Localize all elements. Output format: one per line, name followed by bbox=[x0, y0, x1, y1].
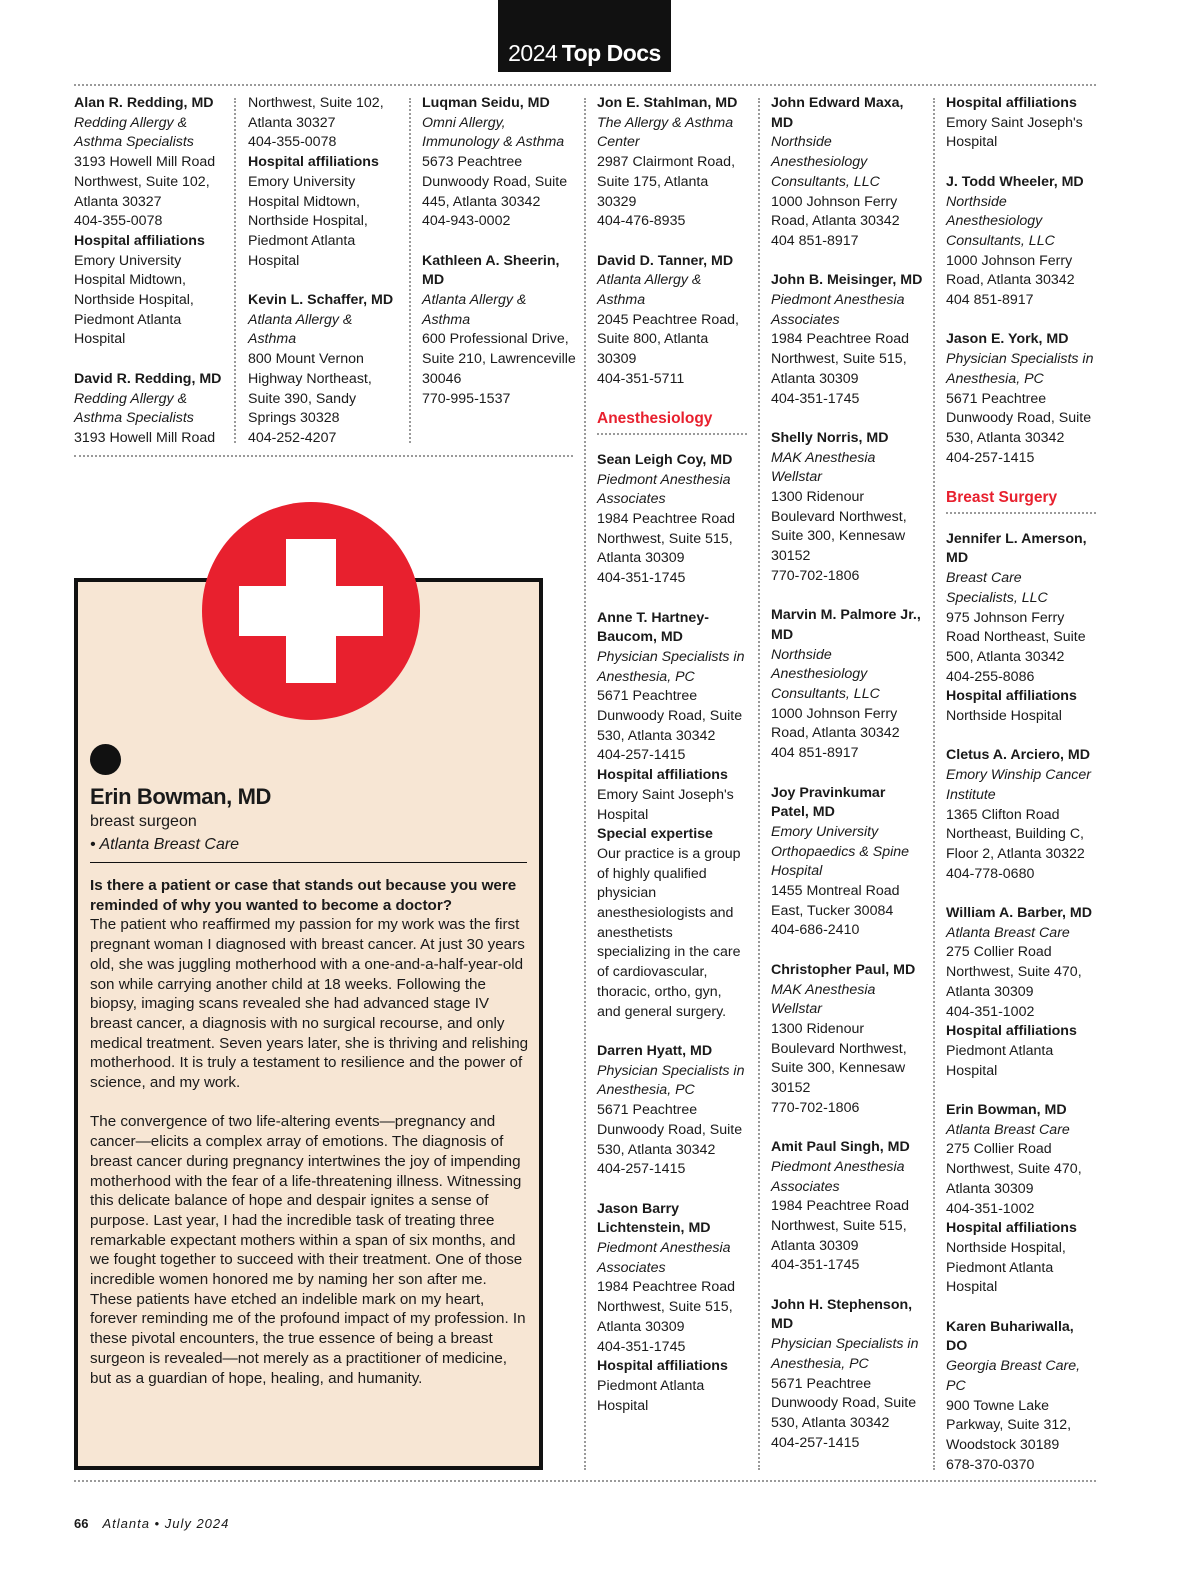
practice-name: Atlanta Allergy & Asthma bbox=[248, 311, 353, 348]
practice-name: MAK Anesthesia Wellstar bbox=[771, 449, 876, 486]
address: 1300 Ridenour Boulevard Northwest, Suite 300, Kennesaw 30152 bbox=[771, 1020, 907, 1097]
doctor-listing bbox=[74, 94, 226, 350]
phone-number: 404-476-8935 bbox=[597, 213, 686, 230]
doctor-listing bbox=[771, 429, 923, 587]
interview-answer-paragraph: The patient who reaffirmed my passion for my work was the first pregnant woman I diagnosed with breast cancer. At just 30 years old, she was juggling motherhood with a one-and-a-half-year-old son while carrying another child at 18 weeks. Following the biopsy, imaging scans revealed she had advanced stage IV breast cancer, a diagnosis with no surgical recourse, and only medical treatment. Seven years later, she is thriving and relishing motherhood. It is truly a testament to resilience and the power of science, and my work. bbox=[90, 916, 529, 1092]
doctor-listing bbox=[771, 606, 923, 764]
practice-name: Northside Anesthesiology Consultants, LLC bbox=[771, 134, 880, 190]
practice-name: Northside Anesthesiology Consultants, LLC bbox=[946, 193, 1055, 249]
affiliations-label: Hospital affiliations bbox=[946, 1023, 1077, 1040]
profile-practice: • Atlanta Breast Care bbox=[90, 836, 240, 853]
phone-number: 404-257-1415 bbox=[946, 449, 1035, 466]
affiliations-label: Hospital affiliations bbox=[946, 688, 1077, 705]
doctor-listing bbox=[946, 530, 1096, 727]
doctor-name: Joy Pravinkumar Patel, MD bbox=[771, 784, 886, 821]
doctor-name: Shelly Norris, MD bbox=[771, 429, 889, 446]
phone-number: 770-702-1806 bbox=[771, 1099, 860, 1116]
doctor-listing bbox=[422, 252, 577, 410]
doctor-listing bbox=[771, 784, 923, 942]
phone-number: 770-995-1537 bbox=[422, 390, 511, 407]
phone-number: 404-355-0078 bbox=[74, 213, 163, 230]
doctor-name: J. Todd Wheeler, MD bbox=[946, 173, 1084, 190]
practice-name: Physician Specialists in Anesthesia, PC bbox=[597, 648, 745, 685]
profile-rule bbox=[90, 862, 527, 863]
expertise-label: Special expertise bbox=[597, 826, 713, 843]
practice-name: Emory University Orthopaedics & Spine Hospital bbox=[771, 823, 910, 880]
address: 900 Towne Lake Parkway, Suite 312, Woodstock 30189 bbox=[946, 1397, 1072, 1453]
profile-name: Erin Bowman, MD bbox=[90, 784, 272, 809]
doctor-listing bbox=[248, 94, 400, 271]
practice-name: Piedmont Anesthesia Associates bbox=[597, 471, 731, 508]
address: 1000 Johnson Ferry Road, Atlanta 30342 bbox=[771, 193, 900, 230]
affiliations-label: Hospital affiliations bbox=[946, 95, 1077, 111]
doctor-name: Jon E. Stahlman, MD bbox=[597, 95, 738, 111]
address: 975 Johnson Ferry Road Northeast, Suite 500, Atlanta 30342 bbox=[946, 609, 1086, 665]
address: 1000 Johnson Ferry Road, Atlanta 30342 bbox=[946, 252, 1075, 289]
doctor-name: Luqman Seidu, MD bbox=[422, 95, 550, 111]
address: 1984 Peachtree Road Northwest, Suite 515, Atlanta 30309 bbox=[771, 331, 910, 387]
doctor-name: William A. Barber, MD bbox=[946, 905, 1092, 922]
doctor-listing bbox=[771, 271, 923, 409]
section-heading: Anesthesiology bbox=[597, 409, 747, 435]
doctor-name: John Edward Maxa, MD bbox=[771, 95, 904, 131]
doctor-listing bbox=[597, 252, 747, 390]
phone-number: 404 851-8917 bbox=[771, 745, 859, 762]
practice-name: Piedmont Anesthesia Associates bbox=[597, 1240, 731, 1276]
practice-name: Omni Allergy, Immunology & Asthma bbox=[422, 114, 565, 151]
doctor-listing bbox=[771, 94, 923, 252]
listing-column-2 bbox=[248, 94, 400, 468]
practice-name: Emory Winship Cancer Institute bbox=[946, 767, 1091, 803]
column-divider bbox=[584, 98, 586, 1470]
address: Northwest, Suite 102, Atlanta 30327 bbox=[248, 95, 384, 131]
phone-number: 404-686-2410 bbox=[771, 922, 860, 939]
practice-name: Northside Anesthesiology Consultants, LLC bbox=[771, 646, 880, 703]
address: 3193 Howell Mill Road bbox=[74, 429, 216, 446]
doctor-name: Marvin M. Palmore Jr., MD bbox=[771, 607, 921, 643]
doctor-name: Christopher Paul, MD bbox=[771, 961, 916, 978]
affiliations-label: Hospital affiliations bbox=[74, 232, 205, 249]
address: 1000 Johnson Ferry Road, Atlanta 30342 bbox=[771, 705, 900, 742]
header-year: 2024 bbox=[508, 40, 558, 66]
column-divider bbox=[758, 98, 760, 1470]
address: 3193 Howell Mill Road Northwest, Suite 102, Atlanta 30327 bbox=[74, 154, 216, 210]
doctor-listing bbox=[946, 904, 1096, 1081]
doctor-name: Jason E. York, MD bbox=[946, 331, 1069, 348]
affiliations-text: Emory University Hospital Midtown, Northside Hospital, Piedmont Atlanta Hospital bbox=[74, 252, 194, 348]
doctor-listing bbox=[946, 330, 1096, 468]
phone-number: 404-351-5711 bbox=[597, 370, 685, 387]
doctor-listing bbox=[946, 94, 1096, 153]
address: 275 Collier Road Northwest, Suite 470, Atlanta 30309 bbox=[946, 1141, 1082, 1197]
practice-name: Physician Specialists in Anesthesia, PC bbox=[771, 1336, 919, 1372]
practice-name: Redding Allergy & Asthma Specialists bbox=[74, 390, 194, 427]
practice-name: Redding Allergy & Asthma Specialists bbox=[74, 114, 194, 151]
doctor-name: Kevin L. Schaffer, MD bbox=[248, 292, 394, 309]
section-heading: Breast Surgery bbox=[946, 488, 1096, 514]
phone-number: 404-252-4207 bbox=[248, 429, 337, 446]
doctor-name: John H. Stephenson, MD bbox=[771, 1296, 913, 1333]
affiliations-label: Hospital affiliations bbox=[597, 1358, 728, 1375]
doctor-name: Jason Barry Lichtenstein, MD bbox=[597, 1200, 711, 1237]
doctor-listing bbox=[771, 1138, 923, 1276]
phone-number: 404 851-8917 bbox=[946, 292, 1034, 309]
affiliations-text: Northside Hospital bbox=[946, 708, 1062, 725]
practice-name: Piedmont Anesthesia Associates bbox=[771, 292, 905, 328]
practice-name: Atlanta Breast Care bbox=[946, 924, 1070, 941]
doctor-name: Jennifer L. Amerson, MD bbox=[946, 530, 1087, 567]
practice-name: Piedmont Anesthesia Associates bbox=[771, 1158, 905, 1195]
doctor-listing bbox=[946, 1318, 1096, 1476]
phone-number: 404-351-1745 bbox=[771, 390, 860, 407]
doctor-listing bbox=[946, 1101, 1096, 1298]
header-title: Top Docs bbox=[561, 40, 661, 66]
listing-column-5 bbox=[771, 94, 923, 1473]
address: 800 Mount Vernon Highway Northeast, Suite 390, Sandy Springs 30328 bbox=[248, 351, 372, 427]
phone-number: 404-255-8086 bbox=[946, 668, 1035, 685]
address: 1455 Montreal Road East, Tucker 30084 bbox=[771, 883, 900, 919]
doctor-name: John B. Meisinger, MD bbox=[771, 272, 923, 289]
doctor-name: Karen Buhariwalla, DO bbox=[946, 1318, 1074, 1355]
doctor-listing bbox=[597, 1200, 747, 1417]
address: 600 Professional Drive, Suite 210, Lawrenceville 30046 bbox=[422, 331, 576, 387]
doctor-listing bbox=[946, 173, 1096, 311]
affiliations-text: Piedmont Atlanta Hospital bbox=[946, 1042, 1054, 1079]
phone-number: 404-257-1415 bbox=[597, 1161, 686, 1178]
doctor-listing bbox=[74, 370, 226, 449]
practice-name: The Allergy & Asthma Center bbox=[597, 114, 734, 151]
phone-number: 678-370-0370 bbox=[946, 1456, 1035, 1473]
doctor-listing bbox=[597, 451, 747, 589]
page-footer bbox=[74, 1516, 229, 1531]
affiliations-text: Emory University Hospital Midtown, Northside Hospital, Piedmont Atlanta Hospital bbox=[248, 173, 368, 269]
doctor-name: David R. Redding, MD bbox=[74, 370, 222, 387]
interview-answer-paragraph: The convergence of two life-altering events—pregnancy and cancer—elicits a complex array of emotions. The diagnosis of breast cancer during pregnancy intertwines the joy of impending motherhood with the fear of a life-threatening illness. Witnessing this delicate balance of hope and despair ignites a sense of purpose. Last year, I had the incredible task of treating three remarkable expectant mothers within a span of six months, and we fought together to succeed with their treatment. One of those incredible women honored me by naming her son after me. These patients have etched an indelible mark on my heart, forever reminding me of the profound impact of my profession. In these pivotal encounters, the true essence of being a breast surgeon is revealed—not merely as a practitioner of medicine, but as a guardian of hope, healing, and humanity. bbox=[90, 1113, 526, 1387]
bottom-divider bbox=[74, 1480, 1096, 1482]
doctor-listing bbox=[771, 1296, 923, 1454]
address: 275 Collier Road Northwest, Suite 470, Atlanta 30309 bbox=[946, 944, 1082, 1000]
practice-name: Physician Specialists in Anesthesia, PC bbox=[597, 1062, 745, 1099]
practice-name: Atlanta Breast Care bbox=[946, 1121, 1070, 1138]
phone-number: 404-351-1002 bbox=[946, 1200, 1035, 1217]
doctor-name: David D. Tanner, MD bbox=[597, 252, 734, 269]
address: 5671 Peachtree Dunwoody Road, Suite 530, Atlanta 30342 bbox=[771, 1375, 917, 1431]
phone-number: 404 851-8917 bbox=[771, 232, 859, 249]
address: 5673 Peachtree Dunwoody Road, Suite 445, Atlanta 30342 bbox=[422, 154, 568, 210]
practice-name: Breast Care Specialists, LLC bbox=[946, 570, 1048, 606]
practice-name: Atlanta Allergy & Asthma bbox=[597, 272, 702, 309]
phone-number: 404-778-0680 bbox=[946, 865, 1035, 882]
affiliations-text: Emory Saint Joseph's Hospital bbox=[946, 114, 1083, 151]
phone-number: 404-943-0002 bbox=[422, 213, 511, 230]
doctor-name: Kathleen A. Sheerin, MD bbox=[422, 252, 560, 289]
doctor-name: Erin Bowman, MD bbox=[946, 1102, 1067, 1119]
page-number: 66 bbox=[74, 1516, 89, 1531]
address: 5671 Peachtree Dunwoody Road, Suite 530, Atlanta 30342 bbox=[946, 390, 1092, 446]
doctor-name: Amit Paul Singh, MD bbox=[771, 1139, 910, 1156]
phone-number: 404-351-1745 bbox=[597, 570, 686, 587]
doctor-listing bbox=[771, 961, 923, 1119]
address: 1984 Peachtree Road Northwest, Suite 515, Atlanta 30309 bbox=[597, 1279, 736, 1335]
interview-question: Is there a patient or case that stands out because you were reminded of why you wanted to become a doctor? bbox=[90, 877, 517, 914]
medical-cross-icon bbox=[202, 502, 420, 720]
bullet-dot-icon bbox=[90, 744, 121, 775]
doctor-name: Anne T. Hartney-Baucom, MD bbox=[597, 609, 709, 646]
address: 5671 Peachtree Dunwoody Road, Suite 530, Atlanta 30342 bbox=[597, 1102, 743, 1158]
listing-column-6 bbox=[946, 94, 1096, 1495]
address: 1300 Ridenour Boulevard Northwest, Suite 300, Kennesaw 30152 bbox=[771, 489, 907, 565]
section-header-tab bbox=[498, 0, 671, 72]
affiliations-label: Hospital affiliations bbox=[248, 154, 379, 171]
doctor-listing bbox=[597, 1042, 747, 1180]
doctor-listing bbox=[248, 291, 400, 449]
column-divider bbox=[234, 98, 236, 443]
phone-number: 404-351-1002 bbox=[946, 1003, 1035, 1020]
listing-column-4 bbox=[597, 94, 747, 1436]
top-divider bbox=[74, 84, 1096, 86]
address: 1984 Peachtree Road Northwest, Suite 515, Atlanta 30309 bbox=[771, 1198, 910, 1254]
practice-name: MAK Anesthesia Wellstar bbox=[771, 981, 876, 1018]
phone-number: 404-257-1415 bbox=[771, 1434, 860, 1451]
affiliations-text: Northside Hospital, Piedmont Atlanta Hospital bbox=[946, 1239, 1066, 1296]
column-divider bbox=[933, 98, 935, 1470]
affiliations-text: Piedmont Atlanta Hospital bbox=[597, 1377, 705, 1414]
affiliations-label: Hospital affiliations bbox=[597, 767, 728, 784]
address: 1365 Clifton Road Northeast, Building C, Floor 2, Atlanta 30322 bbox=[946, 806, 1085, 862]
doctor-listing bbox=[597, 609, 747, 1023]
column-divider bbox=[409, 98, 411, 443]
doctor-name: Darren Hyatt, MD bbox=[597, 1042, 713, 1059]
address: 5671 Peachtree Dunwoody Road, Suite 530, Atlanta 30342 bbox=[597, 688, 743, 744]
doctor-name: Sean Leigh Coy, MD bbox=[597, 451, 733, 468]
listing-column-3 bbox=[422, 94, 577, 429]
doctor-name: Cletus A. Arciero, MD bbox=[946, 747, 1091, 764]
practice-name: Atlanta Allergy & Asthma bbox=[422, 292, 527, 328]
phone-number: 770-702-1806 bbox=[771, 567, 860, 584]
doctor-listing bbox=[422, 94, 577, 232]
phone-number: 404-257-1415 bbox=[597, 747, 686, 764]
profile-title: breast surgeon bbox=[90, 813, 197, 830]
practice-name: Physician Specialists in Anesthesia, PC bbox=[946, 351, 1094, 387]
listing-column-1 bbox=[74, 94, 226, 468]
doctor-listing bbox=[946, 746, 1096, 884]
affiliations-text: Emory Saint Joseph's Hospital bbox=[597, 786, 734, 823]
doctor-name: Alan R. Redding, MD bbox=[74, 95, 214, 111]
doctor-listing bbox=[597, 94, 747, 232]
phone-number: 404-355-0078 bbox=[248, 134, 337, 151]
address: 2987 Clairmont Road, Suite 175, Atlanta 30329 bbox=[597, 154, 736, 210]
address: 2045 Peachtree Road, Suite 800, Atlanta 30309 bbox=[597, 311, 739, 368]
magazine-issue: Atlanta • July 2024 bbox=[102, 1516, 230, 1531]
affiliations-label: Hospital affiliations bbox=[946, 1220, 1077, 1237]
expertise-text: Our practice is a group of highly qualified physician anesthesiologists and anesthetists specializing in the care of cardiovascular, thoracic, ortho, gyn, and general surgery. bbox=[597, 845, 741, 1020]
phone-number: 404-351-1745 bbox=[771, 1257, 860, 1274]
practice-name: Georgia Breast Care, PC bbox=[946, 1358, 1081, 1394]
phone-number: 404-351-1745 bbox=[597, 1338, 686, 1355]
profile-qa bbox=[90, 876, 530, 1388]
address: 1984 Peachtree Road Northwest, Suite 515, Atlanta 30309 bbox=[597, 511, 736, 567]
